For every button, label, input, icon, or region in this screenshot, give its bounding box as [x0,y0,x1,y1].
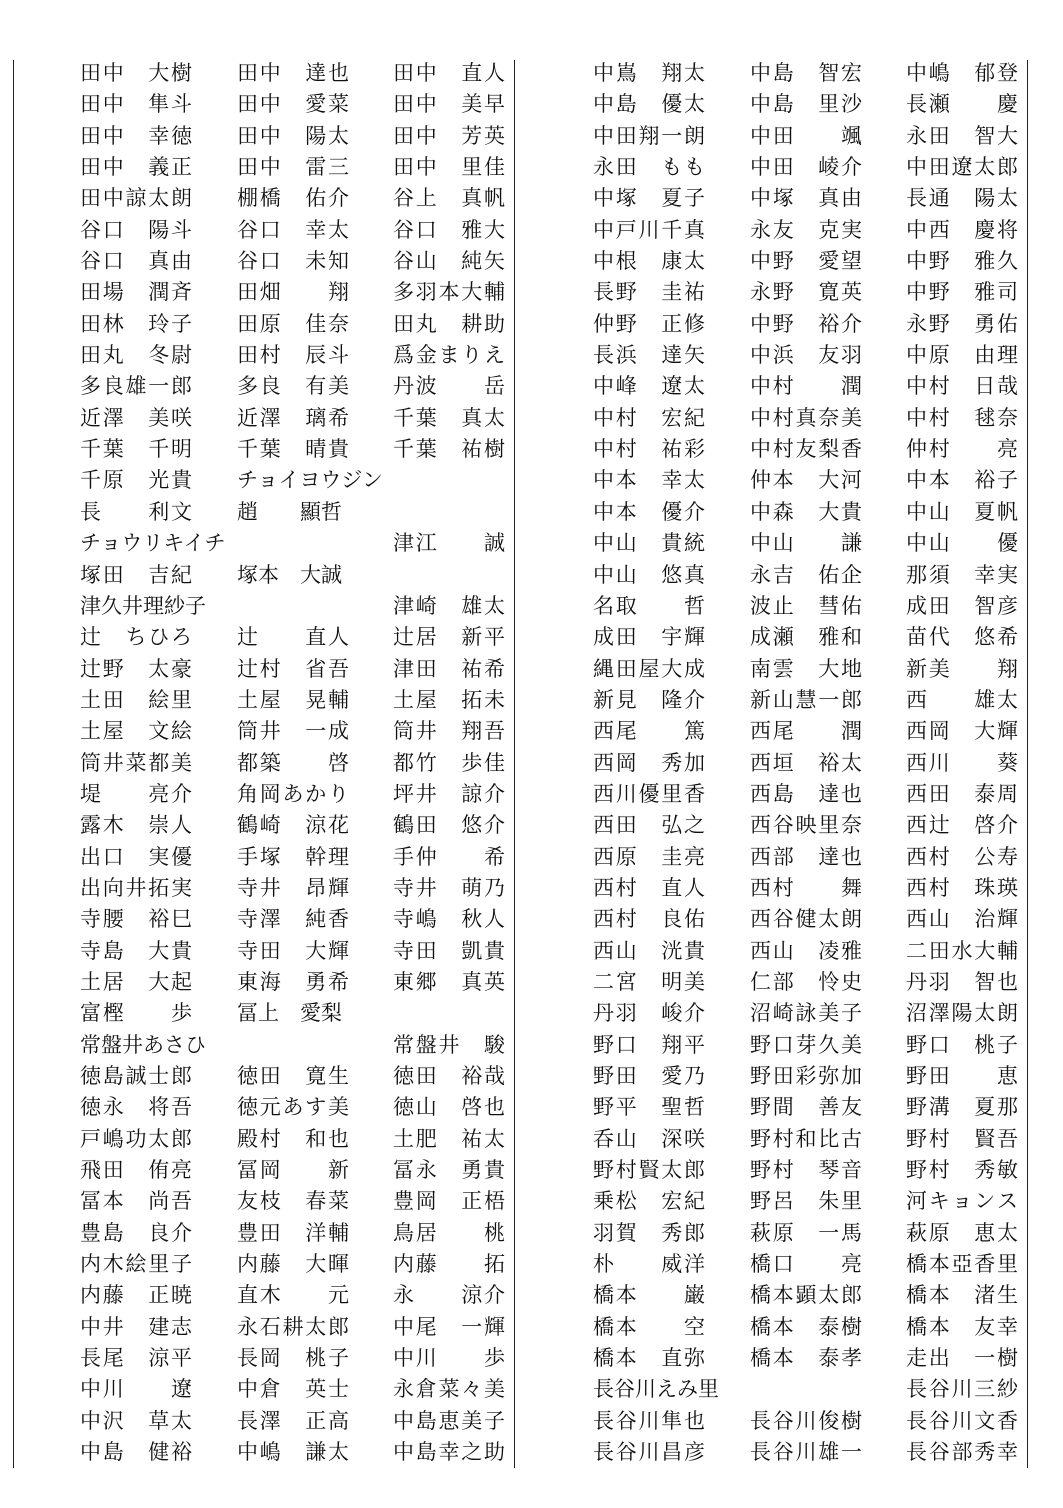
name-entry: 田 中 大 樹 [80,61,192,85]
name-entry: 辻 直 人 [237,625,349,650]
name-entry: 田 中 芳 英 [393,123,505,148]
name-entry: 野 田 恵 [906,1064,1018,1088]
name-entry: 田 中 直 人 [393,61,505,85]
name-entry: 中 村 日 哉 [906,374,1018,399]
name-entry: 永 倉 菜 々 美 [393,1377,505,1402]
name-entry: 津 江 誠 [393,531,505,556]
name-entry: 中 戸 川 千 真 [593,217,705,242]
name-entry: 筒 井 菜 都 美 [80,750,192,775]
name-entry: 走 出 一 樹 [906,1346,1018,1371]
center-column-rule [514,60,515,1468]
name-entry: チョイヨウジン [237,468,383,493]
name-entry: 土 居 大 起 [80,969,192,994]
name-entry: 永 涼 介 [393,1283,505,1308]
name-entry: 永 田 も も [593,155,705,180]
name-entry: 長谷川えみ里 [593,1377,719,1402]
name-entry: 永 野 勇 佑 [906,311,1018,336]
name-entry: 野 村 和 比 古 [750,1126,862,1151]
name-entry: 長 谷 川 俊 樹 [750,1408,862,1433]
name-entry: 土 肥 祐 太 [393,1126,505,1151]
name-entry: 中 島 智 宏 [750,61,862,85]
name-entry: 二 田 水 大 輔 [906,938,1018,963]
name-entry: 中 井 建 志 [80,1314,192,1339]
name-entry: 新 山 慧 一 郎 [750,687,862,712]
name-entry: 田 中 達 也 [237,61,349,85]
name-entry: 中 倉 英 士 [237,1377,349,1402]
name-entry: 中 本 裕 子 [906,468,1018,493]
name-entry: 野 村 賢 吾 [906,1126,1018,1151]
name-entry: 徳 永 将 吾 [80,1095,192,1120]
name-entry: 中 山 謙 [750,531,862,556]
name-entry: 西 田 弘 之 [593,813,705,838]
name-entry: 西 山 治 輝 [906,907,1018,932]
name-entry: 谷 上 真 帆 [393,186,505,211]
name-entry: 沼 澤 陽 太 朗 [906,1001,1018,1026]
name-entry: 仁 部 怜 史 [750,969,862,994]
name-entry: 橋 本 巌 [593,1283,705,1308]
name-entry: 都 築 啓 [237,750,349,775]
name-entry: 田 中 愛 菜 [237,92,349,117]
name-entry: 西 尾 潤 [750,719,862,744]
name-entry: 田 中 隼 斗 [80,92,192,117]
name-entry: 橋 本 泰 樹 [750,1314,862,1339]
name-entry: 長 谷 川 文 香 [906,1408,1018,1433]
name-entry: 鳥 居 桃 [393,1220,505,1245]
name-entry: 近 澤 美 咲 [80,405,192,430]
name-entry: 中 森 大 貴 [750,499,862,524]
name-entry: 千 葉 祐 樹 [393,437,505,462]
name-entry: 長 尾 涼 平 [80,1346,192,1371]
name-entry: 成 田 宇 輝 [593,625,705,650]
name-entry: 千 葉 真 太 [393,405,505,430]
name-entry: 田 丸 冬 尉 [80,343,192,368]
name-entry: 長 谷 川 昌 彦 [593,1440,705,1465]
name-entry: 中 塚 夏 子 [593,186,705,211]
name-entry: 沼 崎 詠 美 子 [750,1001,862,1026]
name-entry: 東 郷 真 英 [393,969,505,994]
name-entry: 波 止 彗 佑 [750,593,862,618]
name-entry: 坪 井 諒 介 [393,781,505,806]
name-entry: 中 島 健 裕 [80,1440,192,1465]
right-margin-rule [1027,60,1028,1468]
name-entry: 直 木 元 [237,1283,349,1308]
name-entry: 西 川 葵 [906,750,1018,775]
name-entry: 名 取 哲 [593,593,705,618]
name-entry: 西 雄 太 [906,687,1018,712]
name-entry: 田 中 義 正 [80,155,192,180]
name-entry: 中 野 雅 久 [906,249,1018,274]
name-entry: 中 山 貴 統 [593,531,705,556]
name-entry: 中 沢 草 太 [80,1408,192,1433]
name-entry: 丹 羽 智 也 [906,969,1018,994]
name-entry: 堤 亮 介 [80,781,192,806]
name-entry: 田 中 陽 太 [237,123,349,148]
name-entry: 丹 波 岳 [393,374,505,399]
name-entry: 田 村 辰 斗 [237,343,349,368]
name-entry: 豊 田 洋 輔 [237,1220,349,1245]
name-entry: 内 藤 拓 [393,1252,505,1277]
name-entry: 西 山 凌 雅 [750,938,862,963]
name-entry: 冨 岡 新 [237,1158,349,1183]
name-entry: 津 崎 雄 太 [393,593,505,618]
name-entry: 西 尾 篤 [593,719,705,744]
name-entry: 徳 山 啓 也 [393,1095,505,1120]
name-entry: 寺 島 大 貴 [80,938,192,963]
name-entry: 橋 本 友 幸 [906,1314,1018,1339]
name-entry: 谷 口 未 知 [237,249,349,274]
name-entry: 筒 井 一 成 [237,719,349,744]
name-entry: 丹 羽 峻 介 [593,1001,705,1026]
name-entry: 萩 原 一 馬 [750,1220,862,1245]
name-entry: 谷 山 純 矢 [393,249,505,274]
name-entry: 東 海 勇 希 [237,969,349,994]
name-entry: 西 村 公 寿 [906,844,1018,869]
name-entry: 仲 本 大 河 [750,468,862,493]
name-entry: 南 雲 大 地 [750,656,862,681]
name-entry: 西 谷 映 里 奈 [750,813,862,838]
name-entry: 野 村 秀 敏 [906,1158,1018,1183]
name-entry: 徳 田 寛 生 [237,1064,349,1088]
name-entry: 永 野 寛 英 [750,280,862,305]
name-entry: 西 辻 啓 介 [906,813,1018,838]
name-entry: 田 中 諒 太 朗 [80,186,192,211]
name-entry: 永 田 智 大 [906,123,1018,148]
name-entry: 中 村 祐 彩 [593,437,705,462]
name-entry: 長 浜 達 矢 [593,343,705,368]
name-entry: 西 岡 秀 加 [593,750,705,775]
name-entry: 野 呂 朱 里 [750,1189,862,1214]
name-entry: 寺 澤 純 香 [237,907,349,932]
name-entry: 長 谷 川 隼 也 [593,1408,705,1433]
name-entry: 長 谷 部 秀 幸 [906,1440,1018,1465]
name-entry: 長 通 陽 太 [906,186,1018,211]
name-entry: 殿 村 和 也 [237,1126,349,1151]
name-entry: 橋 本 亞 香 里 [906,1252,1018,1277]
name-entry: 野 口 芽 久 美 [750,1032,862,1057]
name-entry: 辻 村 省 吾 [237,656,349,681]
name-entry: 永 吉 佑 企 [750,562,862,587]
name-entry: 常盤井あさひ [80,1032,206,1057]
name-entry: 二 宮 明 美 [593,969,705,994]
name-entry: 冨上 愛梨 [237,1001,342,1026]
name-entry: 中 村 宏 紀 [593,405,705,430]
name-entry: 中 峰 遼 太 [593,374,705,399]
name-entry: 土 田 絵 里 [80,687,192,712]
name-entry: 西 川 優 里 香 [593,781,705,806]
name-entry: 津 田 祐 希 [393,656,505,681]
name-entry: 野 平 聖 哲 [593,1095,705,1120]
name-entry: 塚本 大誠 [237,562,342,587]
name-entry: 長 野 圭 祐 [593,280,705,305]
name-entry: 中 尾 一 輝 [393,1314,505,1339]
name-entry: 多 羽 本 大 輔 [393,280,505,305]
left-margin-rule [13,60,14,1468]
name-entry: 橋 本 泰 孝 [750,1346,862,1371]
name-entry: 田 中 幸 徳 [80,123,192,148]
name-entry: 谷 口 雅 大 [393,217,505,242]
name-entry: 千 葉 晴 貴 [237,437,349,462]
name-entry: 橋 口 亮 [750,1252,862,1277]
name-entry: 富 樫 歩 [80,1001,192,1026]
name-entry: 出 向 井 拓 実 [80,875,192,900]
name-entry: 土 屋 拓 未 [393,687,505,712]
name-entry: 豊 岡 正 梧 [393,1189,505,1214]
name-entry: 近 澤 璃 希 [237,405,349,430]
name-entry: チョウリキイチ [80,531,226,556]
name-entry: 出 口 実 優 [80,844,192,869]
name-entry: 野 口 桃 子 [906,1032,1018,1057]
name-entry: 角 岡 あ か り [237,781,349,806]
name-entry: 中 村 毬 奈 [906,405,1018,430]
name-entry: 中 塚 真 由 [750,186,862,211]
name-entry: 橋 本 直 弥 [593,1346,705,1371]
name-entry: 仲 野 正 修 [593,311,705,336]
name-entry: 乗 松 宏 紀 [593,1189,705,1214]
name-entry: 徳 田 裕 哉 [393,1064,505,1088]
name-entry: 谷 口 真 由 [80,249,192,274]
name-entry: 中 村 友 梨 香 [750,437,862,462]
name-entry: 千 原 光 貴 [80,468,192,493]
name-entry: 多 良 有 美 [237,374,349,399]
name-entry: 辻 ち ひ ろ [80,625,192,650]
name-entry: 多 良 雄 一 郎 [80,374,192,399]
name-entry: 萩 原 恵 太 [906,1220,1018,1245]
name-entry: 永 石 耕 太 郎 [237,1314,349,1339]
name-entry: 西 田 泰 周 [906,781,1018,806]
name-entry: 手 塚 幹 理 [237,844,349,869]
name-entry: 野 村 賢 太 郎 [593,1158,705,1183]
name-entry: 飛 田 侑 亮 [80,1158,192,1183]
name-entry: 棚 橋 佑 介 [237,186,349,211]
name-entry: 羽 賀 秀 郎 [593,1220,705,1245]
name-entry: 中 島 優 太 [593,92,705,117]
name-entry: 呑 山 深 咲 [593,1126,705,1151]
name-entry: 中 村 真 奈 美 [750,405,862,430]
name-entry: 中 川 歩 [393,1346,505,1371]
name-entry: 冨 永 勇 貴 [393,1158,505,1183]
name-entry: 長 瀬 慶 [906,92,1018,117]
name-entry: 豊 島 良 介 [80,1220,192,1245]
name-entry: 中 嶋 謙 太 [237,1440,349,1465]
name-entry: 田 原 佳 奈 [237,311,349,336]
name-entry: 中 山 優 [906,531,1018,556]
name-entry: 筒 井 翔 吾 [393,719,505,744]
name-entry: 徳 元 あ す 美 [237,1095,349,1120]
name-entry: 寺 田 凱 貴 [393,938,505,963]
name-entry: 野 口 翔 平 [593,1032,705,1057]
name-entry: 鶴 田 悠 介 [393,813,505,838]
name-entry: 都 竹 歩 佳 [393,750,505,775]
name-entry: 中 本 幸 太 [593,468,705,493]
name-entry: 那 須 幸 実 [906,562,1018,587]
name-entry: 寺 井 昂 輝 [237,875,349,900]
name-entry: 中 原 由 理 [906,343,1018,368]
name-entry: 谷 口 幸 太 [237,217,349,242]
name-entry: 中 野 雅 司 [906,280,1018,305]
name-entry: 苗 代 悠 希 [906,625,1018,650]
name-entry: 田 中 雷 三 [237,155,349,180]
name-entry: 西 島 達 也 [750,781,862,806]
name-entry: 徳 島 誠 士 郎 [80,1064,192,1088]
name-entry: 新 見 隆 介 [593,687,705,712]
name-entry: 中 島 幸 之 助 [393,1440,505,1465]
name-entry: 寺 田 大 輝 [237,938,349,963]
name-entry: 田 丸 耕 助 [393,311,505,336]
name-entry: 辻 野 太 豪 [80,656,192,681]
name-entry: 内 藤 大 暉 [237,1252,349,1277]
name-entry: 友 枝 春 菜 [237,1189,349,1214]
name-entry: 中 野 愛 望 [750,249,862,274]
name-entry: 田 林 玲 子 [80,311,192,336]
name-entry: 中 田 颯 [750,123,862,148]
name-entry: 西 村 舞 [750,875,862,900]
name-entry: 野 間 善 友 [750,1095,862,1120]
name-entry: 中 山 悠 真 [593,562,705,587]
name-entry: 中 村 潤 [750,374,862,399]
name-entry: 橋 本 空 [593,1314,705,1339]
name-entry: 谷 口 陽 斗 [80,217,192,242]
name-entry: 辻 居 新 平 [393,625,505,650]
name-entry: 中 田 遼 太 郎 [906,155,1018,180]
name-entry: 野 村 琴 音 [750,1158,862,1183]
name-entry: 河 キ ョ ン ス [906,1189,1018,1214]
name-entry: 寺 嶋 秋 人 [393,907,505,932]
name-entry: 内 藤 正 暁 [80,1283,192,1308]
name-entry: 中 川 遼 [80,1377,192,1402]
name-entry: 露 木 崇 人 [80,813,192,838]
name-entry: 冨 本 尚 吾 [80,1189,192,1214]
name-entry: 田 場 潤 斉 [80,280,192,305]
name-entry: 西 岡 大 輝 [906,719,1018,744]
name-entry: 中 浜 友 羽 [750,343,862,368]
name-entry: 土 屋 文 絵 [80,719,192,744]
name-entry: 中 野 裕 介 [750,311,862,336]
name-entry: 成 瀬 雅 和 [750,625,862,650]
name-entry: 橋 本 渚 生 [906,1283,1018,1308]
name-entry: 西 山 洸 貴 [593,938,705,963]
name-entry: 長 谷 川 三 紗 [906,1377,1018,1402]
name-entry: 塚 田 吉 紀 [80,562,192,587]
name-entry: 中 島 恵 美 子 [393,1408,505,1433]
name-entry: 野 田 彩 弥 加 [750,1064,862,1088]
name-entry: 仲 村 亮 [906,437,1018,462]
name-entry: 野 田 愛 乃 [593,1064,705,1088]
name-entry: 朴 威 洋 [593,1252,705,1277]
name-entry: 西 村 良 佑 [593,907,705,932]
name-entry: 長 谷 川 雄 一 [750,1440,862,1465]
name-entry: 中 西 慶 将 [906,217,1018,242]
name-entry: 西 原 圭 亮 [593,844,705,869]
name-entry: 長 岡 桃 子 [237,1346,349,1371]
name-entry: 寺 腰 裕 巳 [80,907,192,932]
name-entry: 橋 本 顕 太 郎 [750,1283,862,1308]
name-entry: 中 山 夏 帆 [906,499,1018,524]
name-entry: 津久井理紗子 [80,593,206,618]
name-entry: 爲 金 ま り え [393,343,505,368]
name-entry: 田 中 里 佳 [393,155,505,180]
name-entry: 永 友 克 実 [750,217,862,242]
name-entry: 縄 田 屋 大 成 [593,656,705,681]
name-entry: 成 田 智 彦 [906,593,1018,618]
name-entry: 西 部 達 也 [750,844,862,869]
name-entry: 趙 顯哲 [237,499,342,524]
name-entry: 戸 嶋 功 太 郎 [80,1126,192,1151]
name-entry: 西 谷 健 太 朗 [750,907,862,932]
name-entry: 寺 井 萌 乃 [393,875,505,900]
name-entry: 土 屋 晃 輔 [237,687,349,712]
name-entry: 中 嶌 翔 太 [593,61,705,85]
name-entry: 鶴 崎 涼 花 [237,813,349,838]
name-entry: 田 畑 翔 [237,280,349,305]
name-entry: 手 仲 希 [393,844,505,869]
name-entry: 千 葉 千 明 [80,437,192,462]
name-entry: 中 島 里 沙 [750,92,862,117]
name-entry: 田 中 美 早 [393,92,505,117]
name-entry: 中 根 康 太 [593,249,705,274]
name-entry: 西 垣 裕 太 [750,750,862,775]
name-entry: 中 本 優 介 [593,499,705,524]
name-entry: 中 田 翔 一 朗 [593,123,705,148]
name-entry: 中 嶋 郁 登 [906,61,1018,85]
name-entry: 長 澤 正 高 [237,1408,349,1433]
name-entry: 長 利 文 [80,499,192,524]
name-entry: 中 田 崚 介 [750,155,862,180]
name-entry: 内 木 絵 里 子 [80,1252,192,1277]
name-entry: 西 村 直 人 [593,875,705,900]
name-entry: 常 盤 井 駿 [393,1032,505,1057]
name-entry: 西 村 珠 瑛 [906,875,1018,900]
name-entry: 野 溝 夏 那 [906,1095,1018,1120]
name-entry: 新 美 翔 [906,656,1018,681]
